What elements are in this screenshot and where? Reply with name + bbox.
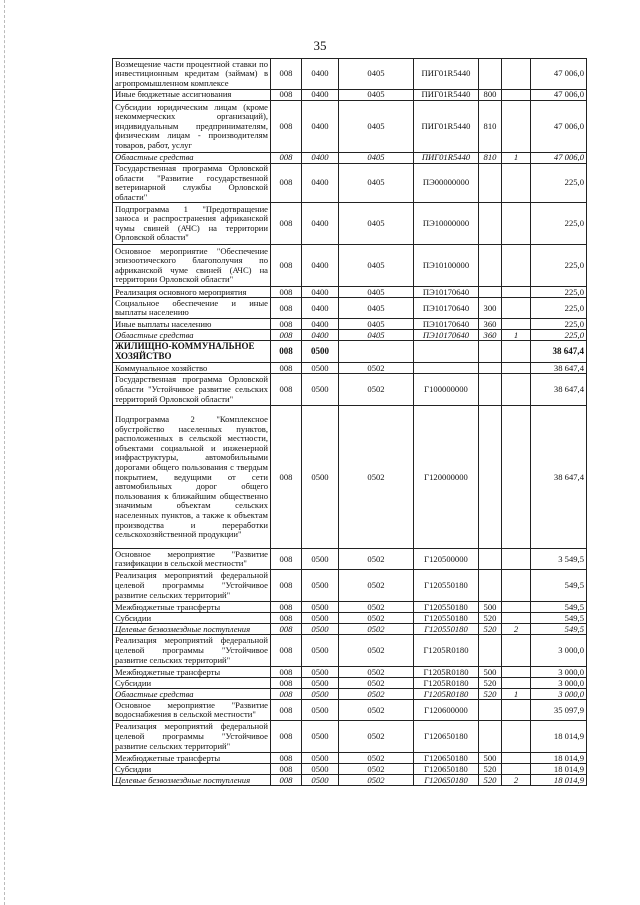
table-row (113, 721, 587, 753)
table-row (113, 764, 587, 775)
target-article-code: Г1205R0180 (414, 635, 479, 667)
row-name: Государственная программа Орловской области "Развитие государственной ветеринарной службы Орловской области" (113, 164, 271, 203)
table-row (113, 406, 587, 549)
funding-source-code (502, 374, 531, 406)
subsection-code: 0405 (339, 330, 414, 341)
section-code: 0500 (302, 635, 339, 667)
row-name: Коммунальное хозяйство (113, 363, 271, 374)
amount-value: 3 000,0 (531, 678, 587, 689)
target-article-code: Г1205R0180 (414, 667, 479, 678)
amount-value: 225,0 (531, 245, 587, 287)
row-name: Подпрограмма 1 "Предотвращение заноса и распространения африканской чумы свиней (АЧС) на территории Орловской области" (113, 203, 271, 245)
row-name: Основное мероприятие "Развитие газификации в сельской местности" (113, 549, 271, 570)
row-name: Иные бюджетные ассигнования (113, 90, 271, 101)
row-name: Возмещение части процентной ставки по инвестиционным кредитам (займам) в агропромышленном комплексе (113, 59, 271, 90)
section-code: 0500 (302, 721, 339, 753)
target-article-code: Г120600000 (414, 700, 479, 721)
table-row (113, 753, 587, 764)
target-article-code: Г100000000 (414, 374, 479, 406)
funding-source-code (502, 363, 531, 374)
subsection-code: 0502 (339, 753, 414, 764)
section-code: 0400 (302, 319, 339, 330)
expense-type-code (479, 700, 502, 721)
section-code: 0500 (302, 549, 339, 570)
amount-value: 47 006,0 (531, 59, 587, 90)
expense-type-code: 520 (479, 775, 502, 786)
subsection-code: 0405 (339, 164, 414, 203)
ministry-code: 008 (271, 319, 302, 330)
subsection-code: 0405 (339, 319, 414, 330)
target-article-code: ПЭ10000000 (414, 203, 479, 245)
target-article-code: Г1205R0180 (414, 689, 479, 700)
funding-source-code (502, 635, 531, 667)
target-article-code: ПЭ00000000 (414, 164, 479, 203)
section-code: 0400 (302, 101, 339, 153)
amount-value: 47 006,0 (531, 101, 587, 153)
funding-source-code (502, 298, 531, 319)
amount-value: 47 006,0 (531, 153, 587, 164)
subsection-code: 0502 (339, 406, 414, 549)
section-code: 0500 (302, 667, 339, 678)
section-code: 0400 (302, 298, 339, 319)
expense-type-code: 520 (479, 764, 502, 775)
subsection-code: 0405 (339, 287, 414, 298)
section-code: 0400 (302, 203, 339, 245)
funding-source-code (502, 90, 531, 101)
table-row (113, 341, 587, 363)
target-article-code: ПЭ10170640 (414, 287, 479, 298)
expense-type-code (479, 406, 502, 549)
ministry-code: 008 (271, 341, 302, 363)
amount-value: 3 549,5 (531, 549, 587, 570)
expense-type-code (479, 287, 502, 298)
ministry-code: 008 (271, 689, 302, 700)
section-code: 0500 (302, 775, 339, 786)
subsection-code (339, 341, 414, 363)
amount-value: 225,0 (531, 319, 587, 330)
ministry-code: 008 (271, 203, 302, 245)
ministry-code: 008 (271, 330, 302, 341)
expense-type-code (479, 164, 502, 203)
target-article-code: ПИГ01R5440 (414, 59, 479, 90)
funding-source-code (502, 613, 531, 624)
table-row (113, 613, 587, 624)
table-row (113, 689, 587, 700)
section-code: 0400 (302, 245, 339, 287)
ministry-code: 008 (271, 624, 302, 635)
amount-value: 3 000,0 (531, 689, 587, 700)
section-code: 0500 (302, 374, 339, 406)
amount-value: 18 014,9 (531, 775, 587, 786)
row-name: Основное мероприятие "Обеспечение эпизоотического благополучия по африканской чуме свиней (АЧС) на территории Орловской области" (113, 245, 271, 287)
row-name: Целевые безвозмездные поступления (113, 624, 271, 635)
row-name: Реализация мероприятий федеральной целевой программы "Устойчивое развитие сельских территорий" (113, 721, 271, 753)
row-name: Государственная программа Орловской области "Устойчивое развитие сельских территорий Орловской области" (113, 374, 271, 406)
table-row (113, 101, 587, 153)
row-name: ЖИЛИЩНО-КОММУНАЛЬНОЕ ХОЗЯЙСТВО (113, 341, 271, 363)
target-article-code: Г1205R0180 (414, 678, 479, 689)
subsection-code: 0502 (339, 764, 414, 775)
section-code: 0500 (302, 678, 339, 689)
table-row (113, 245, 587, 287)
target-article-code: Г120650180 (414, 764, 479, 775)
target-article-code: ПИГ01R5440 (414, 101, 479, 153)
ministry-code: 008 (271, 90, 302, 101)
subsection-code: 0405 (339, 245, 414, 287)
funding-source-code (502, 602, 531, 613)
subsection-code: 0502 (339, 602, 414, 613)
row-name: Субсидии (113, 764, 271, 775)
ministry-code: 008 (271, 298, 302, 319)
funding-source-code (502, 667, 531, 678)
funding-source-code (502, 721, 531, 753)
expense-type-code: 500 (479, 753, 502, 764)
ministry-code: 008 (271, 700, 302, 721)
table-row (113, 667, 587, 678)
table-row (113, 570, 587, 602)
subsection-code: 0405 (339, 153, 414, 164)
target-article-code: ПИГ01R5440 (414, 90, 479, 101)
section-code: 0500 (302, 613, 339, 624)
target-article-code: Г120500000 (414, 549, 479, 570)
subsection-code: 0502 (339, 700, 414, 721)
funding-source-code (502, 287, 531, 298)
subsection-code: 0502 (339, 570, 414, 602)
funding-source-code (502, 101, 531, 153)
amount-value: 225,0 (531, 287, 587, 298)
expense-type-code (479, 363, 502, 374)
expense-type-code (479, 635, 502, 667)
section-code: 0400 (302, 330, 339, 341)
target-article-code: Г120550180 (414, 602, 479, 613)
amount-value: 225,0 (531, 298, 587, 319)
amount-value: 3 000,0 (531, 635, 587, 667)
funding-source-code (502, 678, 531, 689)
target-article-code: Г120550180 (414, 613, 479, 624)
funding-source-code (502, 549, 531, 570)
row-name: Основное мероприятие "Развитие водоснабжения в сельской местности" (113, 700, 271, 721)
target-article-code: ПЭ10100000 (414, 245, 479, 287)
section-code: 0500 (302, 341, 339, 363)
expense-type-code: 500 (479, 602, 502, 613)
expense-type-code: 520 (479, 624, 502, 635)
ministry-code: 008 (271, 363, 302, 374)
subsection-code: 0405 (339, 298, 414, 319)
table-row (113, 203, 587, 245)
row-name: Иные выплаты населению (113, 319, 271, 330)
expense-type-code: 360 (479, 330, 502, 341)
row-name: Субсидии юридическим лицам (кроме некоммерческих организаций), индивидуальным предпринимателям, физическим лицам - производителям товаров, работ, услуг (113, 101, 271, 153)
table-row (113, 330, 587, 341)
ministry-code: 008 (271, 374, 302, 406)
funding-source-code (502, 764, 531, 775)
target-article-code: ПЭ10170640 (414, 298, 479, 319)
funding-source-code (502, 59, 531, 90)
section-code: 0500 (302, 689, 339, 700)
target-article-code: Г120650180 (414, 775, 479, 786)
table-row (113, 374, 587, 406)
amount-value: 35 097,9 (531, 700, 587, 721)
section-code: 0500 (302, 753, 339, 764)
amount-value: 18 014,9 (531, 764, 587, 775)
subsection-code: 0405 (339, 59, 414, 90)
subsection-code: 0502 (339, 667, 414, 678)
expense-type-code: 810 (479, 101, 502, 153)
section-code: 0500 (302, 363, 339, 374)
subsection-code: 0502 (339, 624, 414, 635)
target-article-code: ПИГ01R5440 (414, 153, 479, 164)
table-row (113, 298, 587, 319)
target-article-code: Г120650180 (414, 721, 479, 753)
row-name: Межбюджетные трансферты (113, 753, 271, 764)
section-code: 0500 (302, 764, 339, 775)
row-name: Целевые безвозмездные поступления (113, 775, 271, 786)
subsection-code: 0502 (339, 613, 414, 624)
expense-type-code (479, 203, 502, 245)
expense-type-code (479, 341, 502, 363)
table-row (113, 59, 587, 90)
expense-type-code (479, 245, 502, 287)
ministry-code: 008 (271, 570, 302, 602)
scan-edge-line (4, 0, 6, 905)
ministry-code: 008 (271, 775, 302, 786)
subsection-code: 0502 (339, 678, 414, 689)
amount-value: 38 647,4 (531, 374, 587, 406)
subsection-code: 0502 (339, 374, 414, 406)
expense-type-code: 520 (479, 678, 502, 689)
funding-source-code (502, 203, 531, 245)
row-name: Областные средства (113, 330, 271, 341)
budget-table (112, 58, 587, 786)
amount-value: 225,0 (531, 203, 587, 245)
table-row (113, 549, 587, 570)
ministry-code: 008 (271, 287, 302, 298)
funding-source-code: 2 (502, 624, 531, 635)
expense-type-code: 520 (479, 689, 502, 700)
subsection-code: 0405 (339, 90, 414, 101)
amount-value: 38 647,4 (531, 341, 587, 363)
funding-source-code (502, 406, 531, 549)
ministry-code: 008 (271, 245, 302, 287)
ministry-code: 008 (271, 721, 302, 753)
expense-type-code (479, 374, 502, 406)
table-row (113, 164, 587, 203)
row-name: Социальное обеспечение и иные выплаты населению (113, 298, 271, 319)
target-article-code: Г120000000 (414, 406, 479, 549)
subsection-code: 0405 (339, 101, 414, 153)
row-name: Реализация мероприятий федеральной целевой программы "Устойчивое развитие сельских территорий" (113, 635, 271, 667)
amount-value: 549,5 (531, 613, 587, 624)
section-code: 0500 (302, 700, 339, 721)
table-row (113, 700, 587, 721)
target-article-code (414, 341, 479, 363)
amount-value: 225,0 (531, 164, 587, 203)
subsection-code: 0502 (339, 635, 414, 667)
expense-type-code: 800 (479, 90, 502, 101)
ministry-code: 008 (271, 59, 302, 90)
row-name: Реализация основного мероприятия (113, 287, 271, 298)
row-name: Субсидии (113, 678, 271, 689)
funding-source-code (502, 700, 531, 721)
target-article-code: ПЭ10170640 (414, 330, 479, 341)
amount-value: 38 647,4 (531, 363, 587, 374)
row-name: Областные средства (113, 153, 271, 164)
section-code: 0500 (302, 602, 339, 613)
row-name: Межбюджетные трансферты (113, 667, 271, 678)
target-article-code: ПЭ10170640 (414, 319, 479, 330)
section-code: 0500 (302, 406, 339, 549)
subsection-code: 0405 (339, 203, 414, 245)
row-name: Областные средства (113, 689, 271, 700)
table-row (113, 678, 587, 689)
funding-source-code (502, 164, 531, 203)
section-code: 0400 (302, 59, 339, 90)
funding-source-code (502, 341, 531, 363)
table-row (113, 775, 587, 786)
amount-value: 3 000,0 (531, 667, 587, 678)
ministry-code: 008 (271, 406, 302, 549)
row-name: Реализация мероприятий федеральной целевой программы "Устойчивое развитие сельских территорий" (113, 570, 271, 602)
subsection-code: 0502 (339, 689, 414, 700)
table-row (113, 363, 587, 374)
table-row (113, 287, 587, 298)
table-row (113, 153, 587, 164)
subsection-code: 0502 (339, 363, 414, 374)
table-row (113, 602, 587, 613)
funding-source-code: 1 (502, 330, 531, 341)
amount-value: 47 006,0 (531, 90, 587, 101)
expense-type-code (479, 59, 502, 90)
funding-source-code (502, 570, 531, 602)
subsection-code: 0502 (339, 721, 414, 753)
table-row (113, 319, 587, 330)
section-code: 0400 (302, 153, 339, 164)
row-name: Подпрограмма 2 "Комплексное обустройство населенных пунктов, расположенных в сельской местности, объектами социальной и инженерной инфраструктуры, автомобильными дорогами общего пользования с твердым покрытием, ведущими от сети автомобильных дорог общего пользования к ближайшим общественно значимым объектам сельских населенных пунктов, а также к объектам производства и переработки сельскохозяйственной продукции" (113, 406, 271, 549)
table-row (113, 624, 587, 635)
funding-source-code (502, 753, 531, 764)
amount-value: 18 014,9 (531, 721, 587, 753)
table-row (113, 635, 587, 667)
ministry-code: 008 (271, 667, 302, 678)
ministry-code: 008 (271, 613, 302, 624)
amount-value: 18 014,9 (531, 753, 587, 764)
section-code: 0400 (302, 287, 339, 298)
funding-source-code (502, 245, 531, 287)
amount-value: 549,5 (531, 624, 587, 635)
amount-value: 38 647,4 (531, 406, 587, 549)
expense-type-code: 500 (479, 667, 502, 678)
expense-type-code: 520 (479, 613, 502, 624)
amount-value: 549,5 (531, 602, 587, 613)
section-code: 0500 (302, 570, 339, 602)
ministry-code: 008 (271, 764, 302, 775)
target-article-code: Г120650180 (414, 753, 479, 764)
expense-type-code (479, 721, 502, 753)
ministry-code: 008 (271, 635, 302, 667)
section-code: 0400 (302, 164, 339, 203)
section-code: 0400 (302, 90, 339, 101)
target-article-code: Г120550180 (414, 570, 479, 602)
page-number: 35 (313, 38, 327, 53)
target-article-code (414, 363, 479, 374)
expense-type-code (479, 570, 502, 602)
funding-source-code: 1 (502, 689, 531, 700)
amount-value: 549,5 (531, 570, 587, 602)
subsection-code: 0502 (339, 549, 414, 570)
ministry-code: 008 (271, 753, 302, 764)
target-article-code: Г120550180 (414, 624, 479, 635)
ministry-code: 008 (271, 101, 302, 153)
subsection-code: 0502 (339, 775, 414, 786)
funding-source-code: 1 (502, 153, 531, 164)
expense-type-code: 810 (479, 153, 502, 164)
amount-value: 225,0 (531, 330, 587, 341)
section-code: 0500 (302, 624, 339, 635)
funding-source-code (502, 319, 531, 330)
ministry-code: 008 (271, 549, 302, 570)
table-row (113, 90, 587, 101)
funding-source-code: 2 (502, 775, 531, 786)
row-name: Межбюджетные трансферты (113, 602, 271, 613)
ministry-code: 008 (271, 153, 302, 164)
row-name: Субсидии (113, 613, 271, 624)
expense-type-code: 360 (479, 319, 502, 330)
ministry-code: 008 (271, 164, 302, 203)
ministry-code: 008 (271, 678, 302, 689)
expense-type-code (479, 549, 502, 570)
expense-type-code: 300 (479, 298, 502, 319)
ministry-code: 008 (271, 602, 302, 613)
